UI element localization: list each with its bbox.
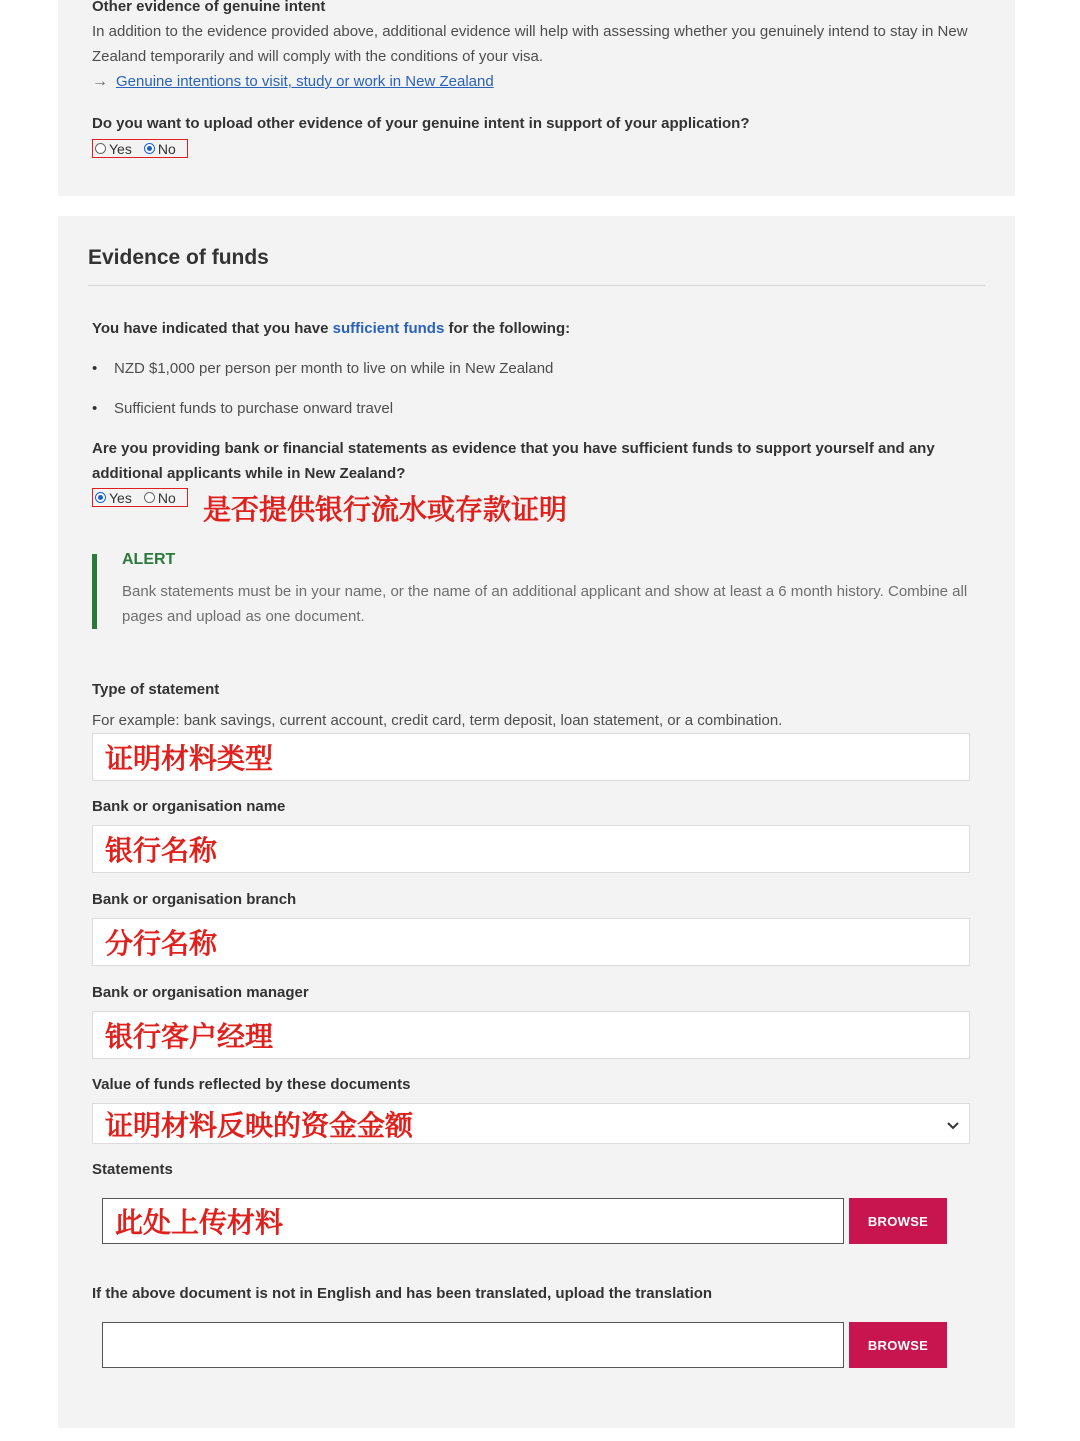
section-title: Evidence of funds <box>88 246 269 269</box>
genuine-intent-heading: Other evidence of genuine intent <box>92 0 326 15</box>
alert-bar <box>92 554 97 629</box>
alert-body: Bank statements must be in your name, or the name of an additional applicant and show at least a 6 month history. Combine all pages and upload as one document. <box>122 583 968 625</box>
translation-browse-button[interactable]: BROWSE <box>849 1322 947 1368</box>
type-of-statement-hint: For example: bank savings, current account, credit card, term deposit, loan statement, or a combination. <box>92 712 783 729</box>
genuine-intent-panel <box>58 0 1015 196</box>
type-of-statement-label: Type of statement <box>92 681 220 698</box>
translation-file-input[interactable] <box>102 1322 844 1368</box>
bank-branch-label: Bank or organisation branch <box>92 891 297 908</box>
bank-statement-radio-group <box>92 488 188 507</box>
funds-intro: You have indicated that you have sufficient funds for the following: <box>92 320 571 337</box>
bank-branch-input[interactable]: 分行名称 <box>92 918 970 966</box>
statements-file-input[interactable]: 此处上传材料 <box>102 1198 844 1244</box>
radio-no-selected[interactable] <box>144 143 155 154</box>
radio-no[interactable] <box>144 492 155 503</box>
bank-manager-input[interactable]: 银行客户经理 <box>92 1011 970 1059</box>
genuine-intent-question: Do you want to upload other evidence of your genuine intent in support of your application? <box>92 115 750 132</box>
question-annotation: 是否提供银行流水或存款证明 <box>203 494 568 525</box>
value-of-funds-label: Value of funds reflected by these documents <box>92 1076 411 1093</box>
evidence-of-funds-panel <box>58 216 1015 1428</box>
statements-browse-button[interactable]: BROWSE <box>849 1198 947 1244</box>
genuine-intent-link-row <box>92 69 494 94</box>
radio-yes-selected[interactable] <box>95 492 106 503</box>
radio-yes[interactable] <box>95 143 106 154</box>
genuine-intent-radio-group <box>92 139 188 158</box>
statements-label: Statements <box>92 1161 173 1178</box>
genuine-intent-no-option[interactable]: No <box>144 141 176 157</box>
bank-statement-no-option[interactable]: No <box>144 490 176 506</box>
value-of-funds-select[interactable]: 证明材料反映的资金金额 <box>92 1103 970 1144</box>
translation-label: If the above document is not in English and has been translated, upload the translation <box>92 1285 713 1302</box>
bank-statement-question: Are you providing bank or financial statements as evidence that you have sufficient funds to support yourself and any additional applicants while in New Zealand? <box>92 440 935 482</box>
chevron-down-icon <box>947 1117 959 1135</box>
bank-manager-label: Bank or organisation manager <box>92 984 309 1001</box>
sufficient-funds-link[interactable]: sufficient funds <box>332 320 445 337</box>
alert-title: ALERT <box>122 551 176 568</box>
list-item: • NZD $1,000 per person per month to live on while in New Zealand <box>92 360 553 377</box>
bank-name-label: Bank or organisation name <box>92 798 286 815</box>
type-of-statement-input[interactable]: 证明材料类型 <box>92 733 970 781</box>
bank-statement-yes-option[interactable]: Yes <box>95 490 132 506</box>
bank-name-input[interactable]: 银行名称 <box>92 825 970 873</box>
genuine-intent-yes-option[interactable]: Yes <box>95 141 132 157</box>
arrow-right-icon: → <box>92 73 108 90</box>
genuine-intentions-link[interactable]: Genuine intentions to visit, study or work in New Zealand <box>116 73 494 90</box>
list-item: • Sufficient funds to purchase onward travel <box>92 400 393 417</box>
divider <box>88 285 985 286</box>
genuine-intent-body: In addition to the evidence provided above, additional evidence will help with assessing whether you genuinely intend to stay in New Zealand temporarily and will comply with the conditions of your visa. <box>92 23 968 65</box>
